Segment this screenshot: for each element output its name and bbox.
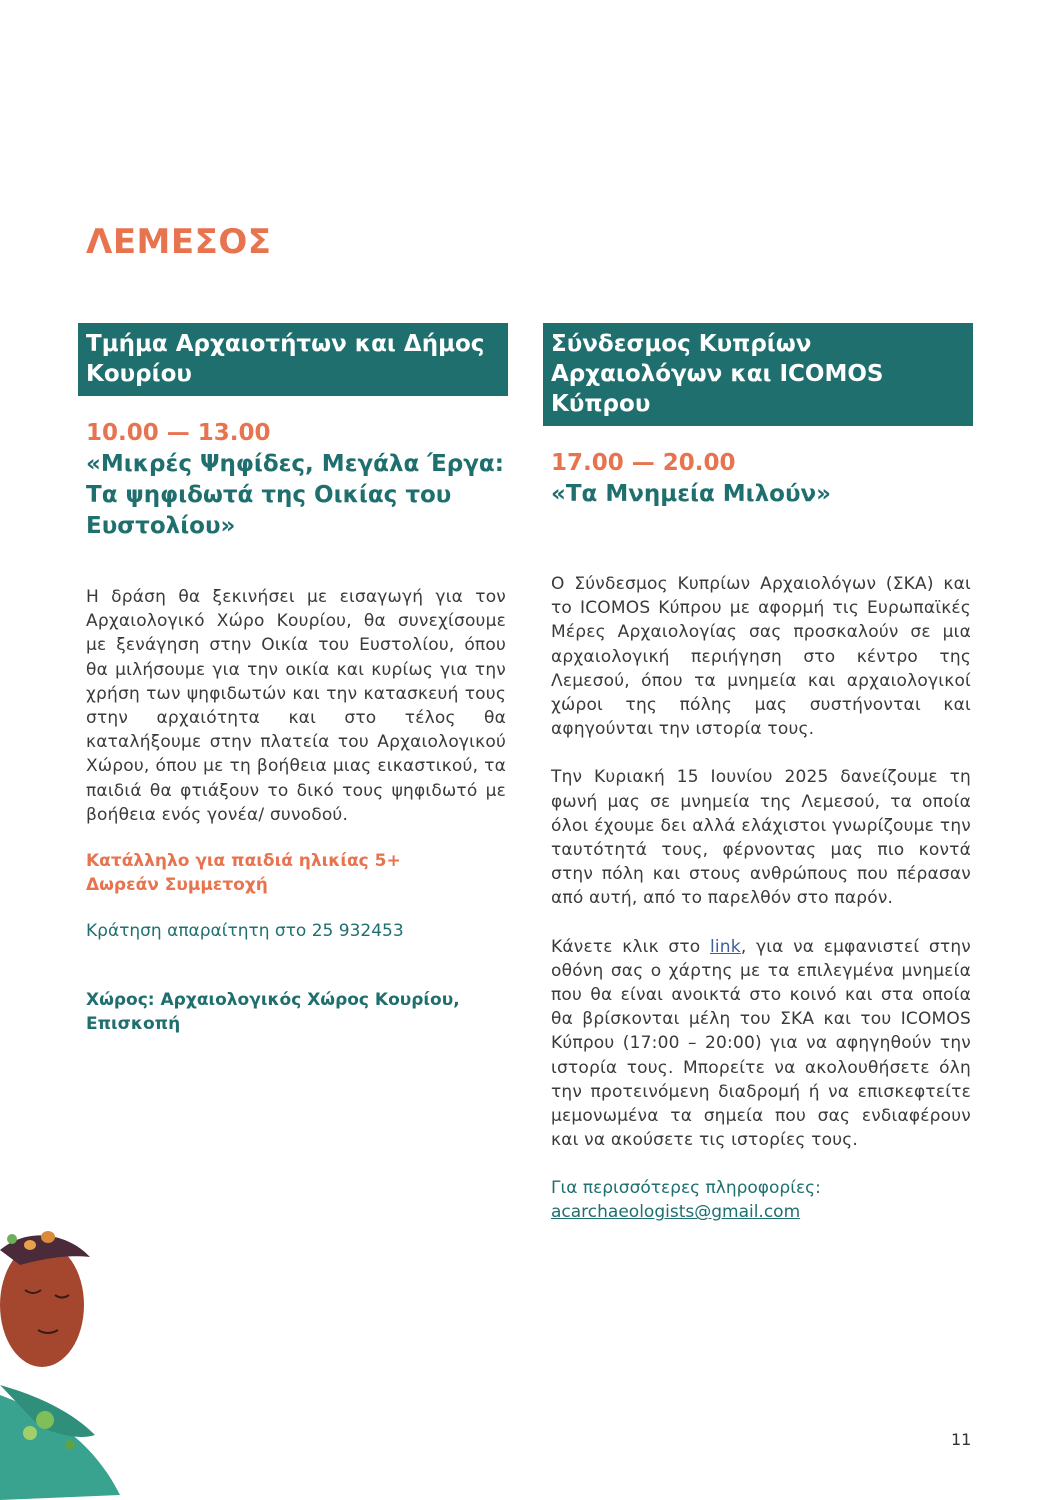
email-link[interactable]: acarchaeologists@gmail.com xyxy=(551,1202,801,1223)
event-time: 17.00 — 20.00 xyxy=(551,450,736,476)
booking-info: Κράτηση απαραίτητη στο 25 932453 xyxy=(86,921,404,942)
event-title: «Μικρές Ψηφίδες, Μεγάλα Έργα: Τα ψηφιδωτά της Οικίας του Ευστολίου» xyxy=(86,451,504,539)
event-paragraph-1: Ο Σύνδεσμος Κυπρίων Αρχαιολόγων (ΣΚΑ) και το ICOMOS Κύπρου με αφορμή τις Ευρωπαϊκές Μέρες Αρχαιολογίας σας προσκαλούν σε μια αρχαιολογική περιήγηση στο κέντρο της Λεμεσού, όπου τα μνημεία και αρχαιολογικοί χώροι της πόλης μας συστήνονται και αφηγούνται την ιστορία τους. xyxy=(551,574,971,740)
venue-info: Χώρος: Αρχαιολογικός Χώρος Κουρίου, Επισκοπή xyxy=(86,990,460,1035)
organizer-banner: Σύνδεσμος Κυπρίων Αρχαιολόγων και ICOMOS Κύπρου xyxy=(543,323,973,426)
event-time: 10.00 — 13.00 xyxy=(86,420,271,446)
contact-email-line xyxy=(551,1200,971,1224)
page-number: 11 xyxy=(951,1430,972,1449)
event-card-right xyxy=(543,323,973,1224)
paragraph-text: , για να εμφανιστεί στην οθόνη σας ο χάρτης με τα επιλεγμένα μνημεία που θα είναι ανοικτά στο κοινό και στα οποία θα βρίσκονται μέλη του ΣΚΑ και του ICOMOS Κύπρου (17:00 – 20:00) για να αφηγηθούν την ιστορία τους. Μπορείτε να ακολουθήσετε όλη την προτεινόμενη διαδρομή ή να επισκεφτείτε μεμονωμένα τα σημεία που σας ενδιαφέρουν και να ακούσετε τις ιστορίες τους. xyxy=(551,936,971,1151)
event-title: «Τα Μνημεία Μιλούν» xyxy=(551,481,832,507)
admission-note: Δωρεάν Συμμετοχή xyxy=(86,875,268,896)
map-link[interactable]: link xyxy=(709,936,741,957)
event-card-left xyxy=(78,323,508,1036)
organizer-banner: Τμήμα Αρχαιοτήτων και Δήμος Κουρίου xyxy=(78,323,508,396)
region-title: ΛΕΜΕΣΟΣ xyxy=(86,222,272,262)
info-label: Για περισσότερες πληροφορίες: xyxy=(551,1178,821,1199)
event-paragraph-3 xyxy=(551,935,971,1153)
event-paragraph-2: Την Κυριακή 15 Ιουνίου 2025 δανείζουμε τη φωνή μας σε μνημεία της Λεμεσού, τα οποία όλοι έχουμε δει αλλά ελάχιστοι γνωρίζουμε την ταυτότητά τους, φέρνοντας μας πιο κοντά στην πόλη και στους ανθρώπους που πέρασαν από αυτή, από το παρελθόν στο παρόν. xyxy=(551,767,971,909)
age-suitability: Κατάλληλο για παιδιά ηλικίας 5+ xyxy=(86,851,401,872)
paragraph-text: Κάνετε κλικ στο xyxy=(551,936,710,957)
event-description: Η δράση θα ξεκινήσει με εισαγωγή για τον Αρχαιολογικό Χώρο Κουρίου, θα συνεχίσουμε με ξενάγηση στην Οικία του Ευστολίου, όπου θα μιλήσουμε για την οικία και κυρίως για την χρήση των ψηφιδωτών και την κατασκευή τους στην αρχαιότητα και στο τέλος θα καταλήξουμε στην πλατεία του Αρχαιολογικού Χώρου, όπου με τη βοήθεια μιας εικαστικού, τα παιδιά θα φτιάξουν το δικό τους ψηφιδωτό με βοήθεια ενός γονέα/ συνοδού. xyxy=(86,587,506,825)
illustration-figure xyxy=(0,1195,190,1500)
